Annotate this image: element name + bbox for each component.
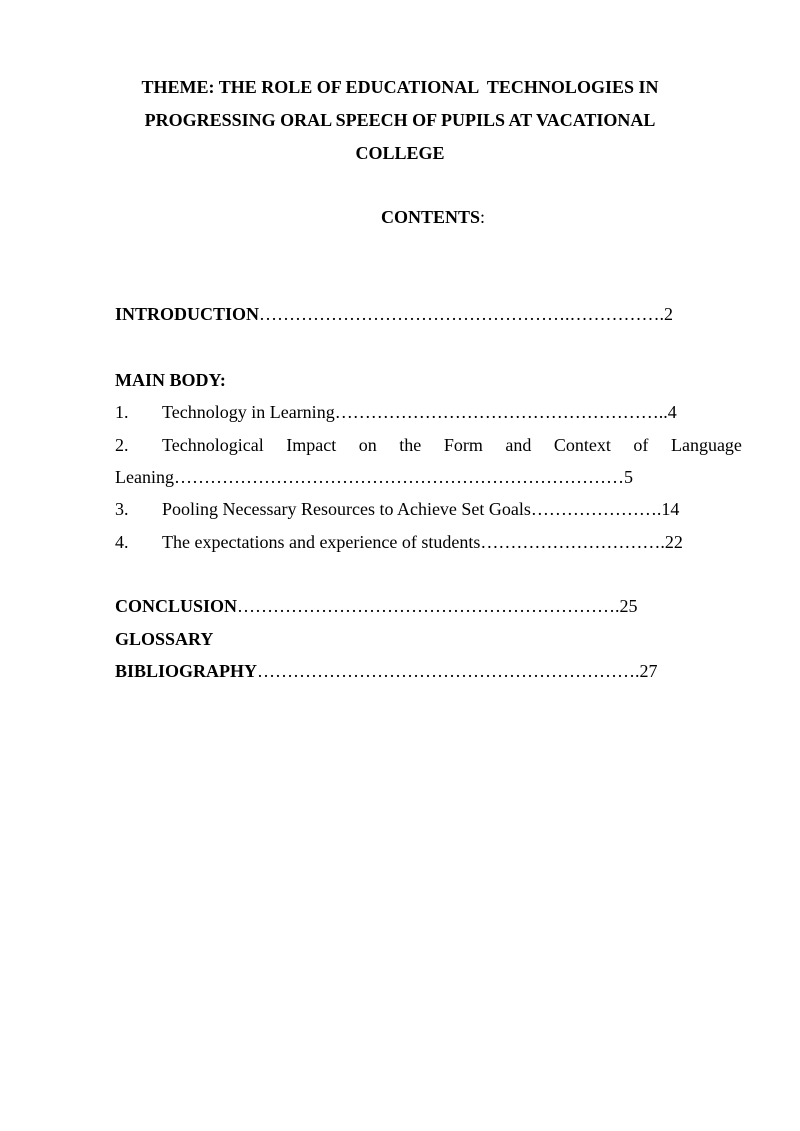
toc-item-2-word: of xyxy=(633,435,649,455)
toc-item-2-number: 2. xyxy=(115,435,129,455)
toc-conclusion-label: CONCLUSION xyxy=(115,596,238,616)
title-line-1: THEME: THE ROLE OF EDUCATIONAL TECHNOLOGIES IN xyxy=(141,77,659,97)
toc-introduction-label: INTRODUCTION xyxy=(115,304,260,324)
title-line-3: COLLEGE xyxy=(355,143,445,163)
toc-conclusion-leader: ……………………………………………………….25 xyxy=(237,596,638,616)
toc-item-2-word: Form xyxy=(443,435,483,455)
toc-item-1-number: 1. xyxy=(115,402,129,422)
contents-heading xyxy=(0,206,800,228)
toc-item-4-text: The expectations and experience of students………………………….22 xyxy=(162,532,683,552)
toc-glossary-label: GLOSSARY xyxy=(115,629,214,649)
toc-item-4-number: 4. xyxy=(115,532,129,552)
toc-item-2-text xyxy=(162,434,742,456)
toc-bibliography xyxy=(115,660,658,682)
toc-bibliography-label: BIBLIOGRAPHY xyxy=(115,661,258,681)
toc-bibliography-leader: ……………………………………………………….27 xyxy=(257,661,658,681)
toc-item-2-word: Impact xyxy=(286,435,337,455)
toc-item-2-word: Technological xyxy=(162,435,264,455)
toc-item-2-continuation: Leaning…………………………………………………………………5 xyxy=(115,467,633,487)
title-line-2: PROGRESSING ORAL SPEECH OF PUPILS AT VACATIONAL xyxy=(144,110,656,130)
contents-heading-label: CONTENTS xyxy=(380,207,480,227)
toc-introduction-leader: …………………………………………….…………….2 xyxy=(259,304,674,324)
toc-item-1-text: Technology in Learning………………………………………………..4 xyxy=(162,402,677,422)
toc-item-2-word: on xyxy=(358,435,377,455)
toc-main-body-label: MAIN BODY: xyxy=(115,370,226,390)
toc-conclusion xyxy=(115,595,638,617)
toc-item-2-word: the xyxy=(399,435,422,455)
toc-item-3-number: 3. xyxy=(115,499,129,519)
toc-introduction xyxy=(115,303,673,325)
toc-glossary xyxy=(115,628,213,650)
toc-item-2-word: Context xyxy=(553,435,611,455)
toc-item-3-text: Pooling Necessary Resources to Achieve Set Goals………………….14 xyxy=(162,499,680,519)
toc-item-2-word: Language xyxy=(670,435,742,455)
contents-heading-colon: : xyxy=(480,207,486,227)
toc-item-2-word: and xyxy=(505,435,532,455)
toc-main-body xyxy=(115,369,226,391)
